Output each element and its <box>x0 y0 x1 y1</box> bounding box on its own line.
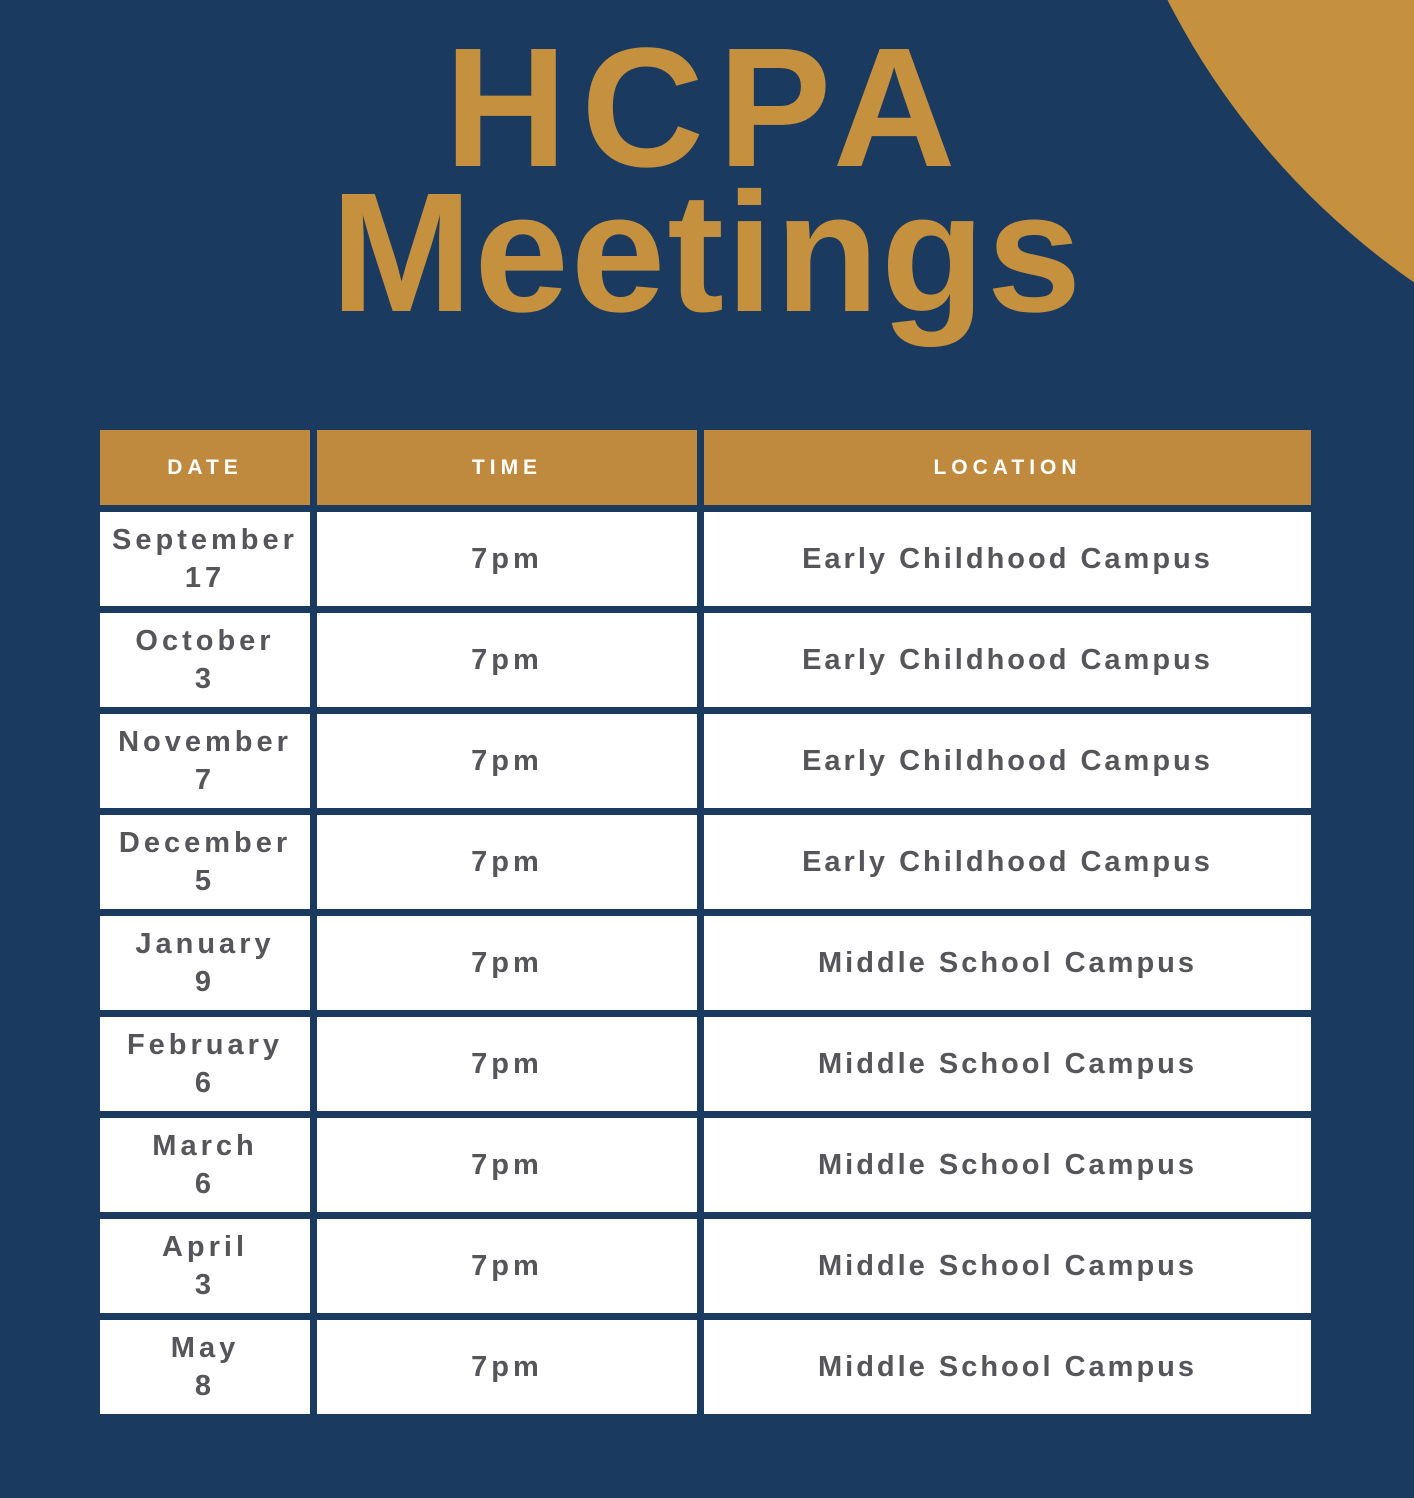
date-month-label: February <box>126 1028 284 1061</box>
date-day-label: 5 <box>194 864 216 897</box>
column-header-location: LOCATION <box>704 430 1311 505</box>
table-cell-location: Early Childhood Campus <box>704 512 1311 606</box>
date-month-label: March <box>152 1129 258 1162</box>
date-month-label: October <box>135 624 275 657</box>
table-cell-time: 7pm <box>317 613 697 707</box>
table-cell-time: 7pm <box>317 1219 697 1313</box>
date-month-label: December <box>118 826 292 859</box>
date-day-label: 6 <box>194 1167 216 1200</box>
date-month-label: May <box>170 1331 240 1364</box>
table-cell-date <box>100 613 310 707</box>
table-cell-location: Middle School Campus <box>704 916 1311 1010</box>
column-header-time: TIME <box>317 430 697 505</box>
table-cell-time: 7pm <box>317 1320 697 1414</box>
table-cell-date <box>100 1118 310 1212</box>
table-cell-date <box>100 916 310 1010</box>
table-cell-date <box>100 1320 310 1414</box>
table-cell-location: Early Childhood Campus <box>704 613 1311 707</box>
table-cell-time: 7pm <box>317 714 697 808</box>
table-cell-date <box>100 1017 310 1111</box>
date-day-label: 6 <box>194 1066 216 1099</box>
table-cell-time: 7pm <box>317 916 697 1010</box>
table-cell-time: 7pm <box>317 1017 697 1111</box>
table-cell-location: Middle School Campus <box>704 1118 1311 1212</box>
date-month-label: September <box>112 523 298 556</box>
table-cell-location: Middle School Campus <box>704 1219 1311 1313</box>
table-cell-time: 7pm <box>317 1118 697 1212</box>
date-day-label: 9 <box>194 965 216 998</box>
date-month-label: January <box>135 927 275 960</box>
date-day-label: 3 <box>194 1268 216 1301</box>
table-cell-date <box>100 1219 310 1313</box>
column-header-date: DATE <box>100 430 310 505</box>
title-line1: HCPA <box>444 13 970 203</box>
table-cell-location: Early Childhood Campus <box>704 714 1311 808</box>
page-title <box>0 13 1414 348</box>
table-cell-time: 7pm <box>317 815 697 909</box>
date-day-label: 7 <box>194 763 216 796</box>
title-line2: Meetings <box>330 157 1084 348</box>
date-month-label: April <box>161 1230 249 1263</box>
table-cell-location: Early Childhood Campus <box>704 815 1311 909</box>
table-cell-date <box>100 512 310 606</box>
table-cell-date <box>100 714 310 808</box>
table-cell-location: Middle School Campus <box>704 1320 1311 1414</box>
date-day-label: 3 <box>194 662 216 695</box>
date-day-label: 8 <box>194 1369 216 1402</box>
date-day-label: 17 <box>184 561 226 594</box>
meetings-table <box>100 430 1311 1414</box>
date-month-label: November <box>118 725 292 758</box>
table-cell-time: 7pm <box>317 512 697 606</box>
table-cell-date <box>100 815 310 909</box>
table-cell-location: Middle School Campus <box>704 1017 1311 1111</box>
